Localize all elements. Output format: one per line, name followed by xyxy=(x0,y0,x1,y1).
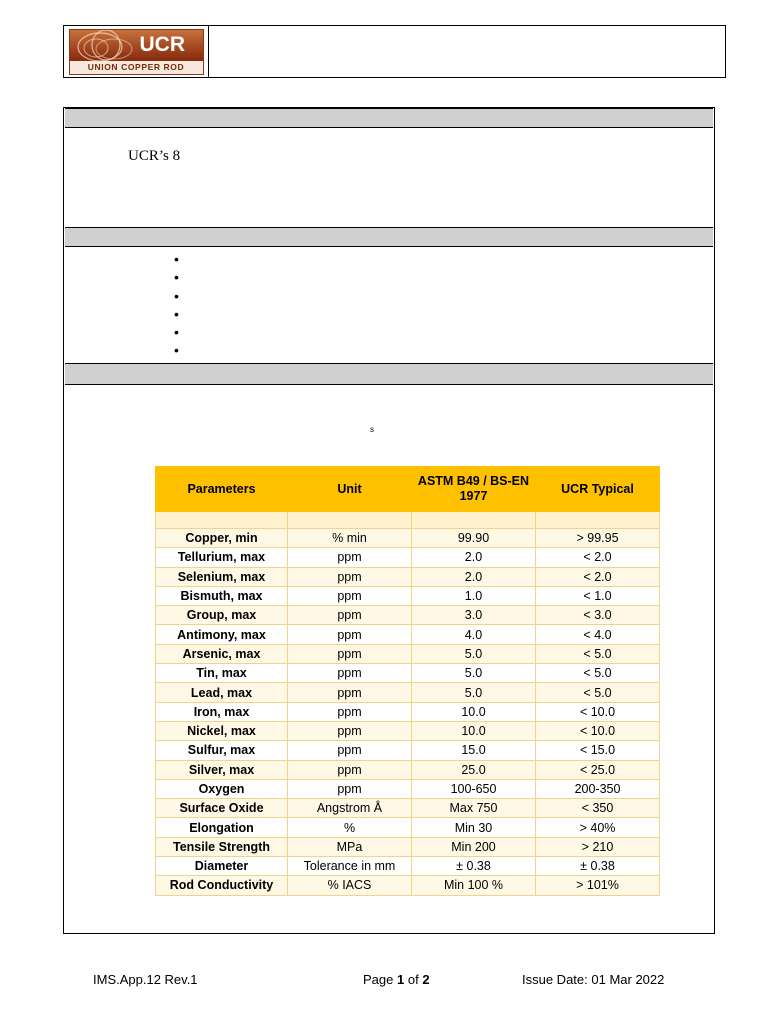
parameter-cell: Bismuth, max xyxy=(156,586,288,605)
table-cell: ppm xyxy=(288,606,412,625)
table-row xyxy=(156,721,660,740)
table-row xyxy=(156,529,660,548)
col-header-ucr-typical: UCR Typical xyxy=(536,467,660,512)
table-cell: < 1.0 xyxy=(536,586,660,605)
bullet-item xyxy=(174,341,179,359)
logo-circles-icon xyxy=(74,30,138,64)
table-row xyxy=(156,760,660,779)
table-cell: 100-650 xyxy=(412,779,536,798)
table-cell: Angstrom Å xyxy=(288,799,412,818)
parameter-cell: Diameter xyxy=(156,857,288,876)
footer-issue-date: Issue Date: 01 Mar 2022 xyxy=(522,972,665,987)
table-cell xyxy=(156,512,288,529)
table-row xyxy=(156,779,660,798)
col-header-parameters: Parameters xyxy=(156,467,288,512)
table-row xyxy=(156,876,660,895)
parameter-cell: Elongation xyxy=(156,818,288,837)
section-bar-features xyxy=(65,227,713,247)
table-cell: 5.0 xyxy=(412,644,536,663)
table-cell: < 3.0 xyxy=(536,606,660,625)
table-row xyxy=(156,799,660,818)
table-spacer-row xyxy=(156,512,660,529)
table-cell: < 4.0 xyxy=(536,625,660,644)
table-cell: 99.90 xyxy=(412,529,536,548)
parameter-cell: Surface Oxide xyxy=(156,799,288,818)
table-cell: < 2.0 xyxy=(536,548,660,567)
table-cell: < 15.0 xyxy=(536,741,660,760)
table-cell: % xyxy=(288,818,412,837)
table-cell: ppm xyxy=(288,741,412,760)
bullet-list xyxy=(174,250,179,360)
table-cell: Max 750 xyxy=(412,799,536,818)
table-header-row xyxy=(156,467,660,512)
footer-page-number xyxy=(363,972,430,987)
table-cell: > 101% xyxy=(536,876,660,895)
table-cell: Min 100 % xyxy=(412,876,536,895)
table-cell xyxy=(412,512,536,529)
company-logo xyxy=(69,29,204,75)
table-cell: ppm xyxy=(288,702,412,721)
logo-wordmark: UCR xyxy=(139,32,185,56)
table-cell: ± 0.38 xyxy=(536,857,660,876)
table-cell: ppm xyxy=(288,760,412,779)
parameter-cell: Tellurium, max xyxy=(156,548,288,567)
logo-tagline: UNION COPPER ROD xyxy=(87,62,185,72)
note-mark: s xyxy=(370,425,374,434)
specification-table xyxy=(155,466,660,896)
parameter-cell: Tensile Strength xyxy=(156,837,288,856)
table-row xyxy=(156,567,660,586)
table-cell: ppm xyxy=(288,721,412,740)
bullet-item xyxy=(174,287,179,305)
parameter-cell: Tin, max xyxy=(156,664,288,683)
table-cell: > 40% xyxy=(536,818,660,837)
section-bar-specifications xyxy=(65,363,713,385)
table-row xyxy=(156,606,660,625)
table-cell: Tolerance in mm xyxy=(288,857,412,876)
table-cell: < 5.0 xyxy=(536,683,660,702)
table-cell: ± 0.38 xyxy=(412,857,536,876)
table-cell: 4.0 xyxy=(412,625,536,644)
parameter-cell: Antimony, max xyxy=(156,625,288,644)
parameter-cell: Group, max xyxy=(156,606,288,625)
footer-doc-ref: IMS.App.12 Rev.1 xyxy=(93,972,198,987)
document-header xyxy=(63,25,726,78)
table-cell: 1.0 xyxy=(412,586,536,605)
table-cell: < 350 xyxy=(536,799,660,818)
table-row xyxy=(156,586,660,605)
table-cell: Min 200 xyxy=(412,837,536,856)
table-row xyxy=(156,857,660,876)
table-row xyxy=(156,548,660,567)
table-row xyxy=(156,818,660,837)
table-cell: 10.0 xyxy=(412,721,536,740)
table-row xyxy=(156,644,660,663)
parameter-cell: Iron, max xyxy=(156,702,288,721)
col-header-standard: ASTM B49 / BS-EN 1977 xyxy=(412,467,536,512)
table-cell: 5.0 xyxy=(412,683,536,702)
logo-tagline-band xyxy=(70,61,203,74)
parameter-cell: Nickel, max xyxy=(156,721,288,740)
table-cell xyxy=(536,512,660,529)
footer-page-current: 1 xyxy=(397,972,405,987)
table-row xyxy=(156,683,660,702)
col-header-unit: Unit xyxy=(288,467,412,512)
footer-page-of: of xyxy=(407,972,419,987)
table-cell xyxy=(288,512,412,529)
table-cell: % IACS xyxy=(288,876,412,895)
table-cell: > 99.95 xyxy=(536,529,660,548)
intro-paragraph: UCR’s 8 xyxy=(128,148,181,164)
table-row xyxy=(156,702,660,721)
footer-page-total: 2 xyxy=(422,972,430,987)
content-frame xyxy=(63,107,715,934)
table-cell: 25.0 xyxy=(412,760,536,779)
parameter-cell: Oxygen xyxy=(156,779,288,798)
footer-page-label: Page xyxy=(363,972,394,987)
bullet-item xyxy=(174,305,179,323)
bullet-item xyxy=(174,268,179,286)
table-cell: % min xyxy=(288,529,412,548)
parameter-cell: Sulfur, max xyxy=(156,741,288,760)
table-row xyxy=(156,837,660,856)
table-cell: Min 30 xyxy=(412,818,536,837)
table-cell: 15.0 xyxy=(412,741,536,760)
table-cell: < 5.0 xyxy=(536,644,660,663)
table-cell: ppm xyxy=(288,625,412,644)
table-cell: < 25.0 xyxy=(536,760,660,779)
table-cell: ppm xyxy=(288,683,412,702)
table-cell: 5.0 xyxy=(412,664,536,683)
table-cell: > 210 xyxy=(536,837,660,856)
table-cell: 200-350 xyxy=(536,779,660,798)
parameter-cell: Rod Conductivity xyxy=(156,876,288,895)
logo-cell xyxy=(64,26,209,77)
table-cell: < 5.0 xyxy=(536,664,660,683)
table-cell: < 2.0 xyxy=(536,567,660,586)
table-cell: 10.0 xyxy=(412,702,536,721)
table-cell: ppm xyxy=(288,567,412,586)
parameter-cell: Lead, max xyxy=(156,683,288,702)
bullet-item xyxy=(174,323,179,341)
table-row xyxy=(156,664,660,683)
section-bar-introduction xyxy=(65,108,713,128)
table-cell: < 10.0 xyxy=(536,721,660,740)
table-cell: 2.0 xyxy=(412,548,536,567)
header-title-cell xyxy=(209,26,725,77)
table-cell: 2.0 xyxy=(412,567,536,586)
table-cell: < 10.0 xyxy=(536,702,660,721)
table-cell: ppm xyxy=(288,548,412,567)
table-cell: MPa xyxy=(288,837,412,856)
bullet-item xyxy=(174,250,179,268)
table-cell: ppm xyxy=(288,586,412,605)
parameter-cell: Arsenic, max xyxy=(156,644,288,663)
parameter-cell: Silver, max xyxy=(156,760,288,779)
table-row xyxy=(156,625,660,644)
table-cell: ppm xyxy=(288,664,412,683)
table-row xyxy=(156,741,660,760)
parameter-cell: Selenium, max xyxy=(156,567,288,586)
table-cell: ppm xyxy=(288,644,412,663)
table-cell: ppm xyxy=(288,779,412,798)
parameter-cell: Copper, min xyxy=(156,529,288,548)
table-cell: 3.0 xyxy=(412,606,536,625)
